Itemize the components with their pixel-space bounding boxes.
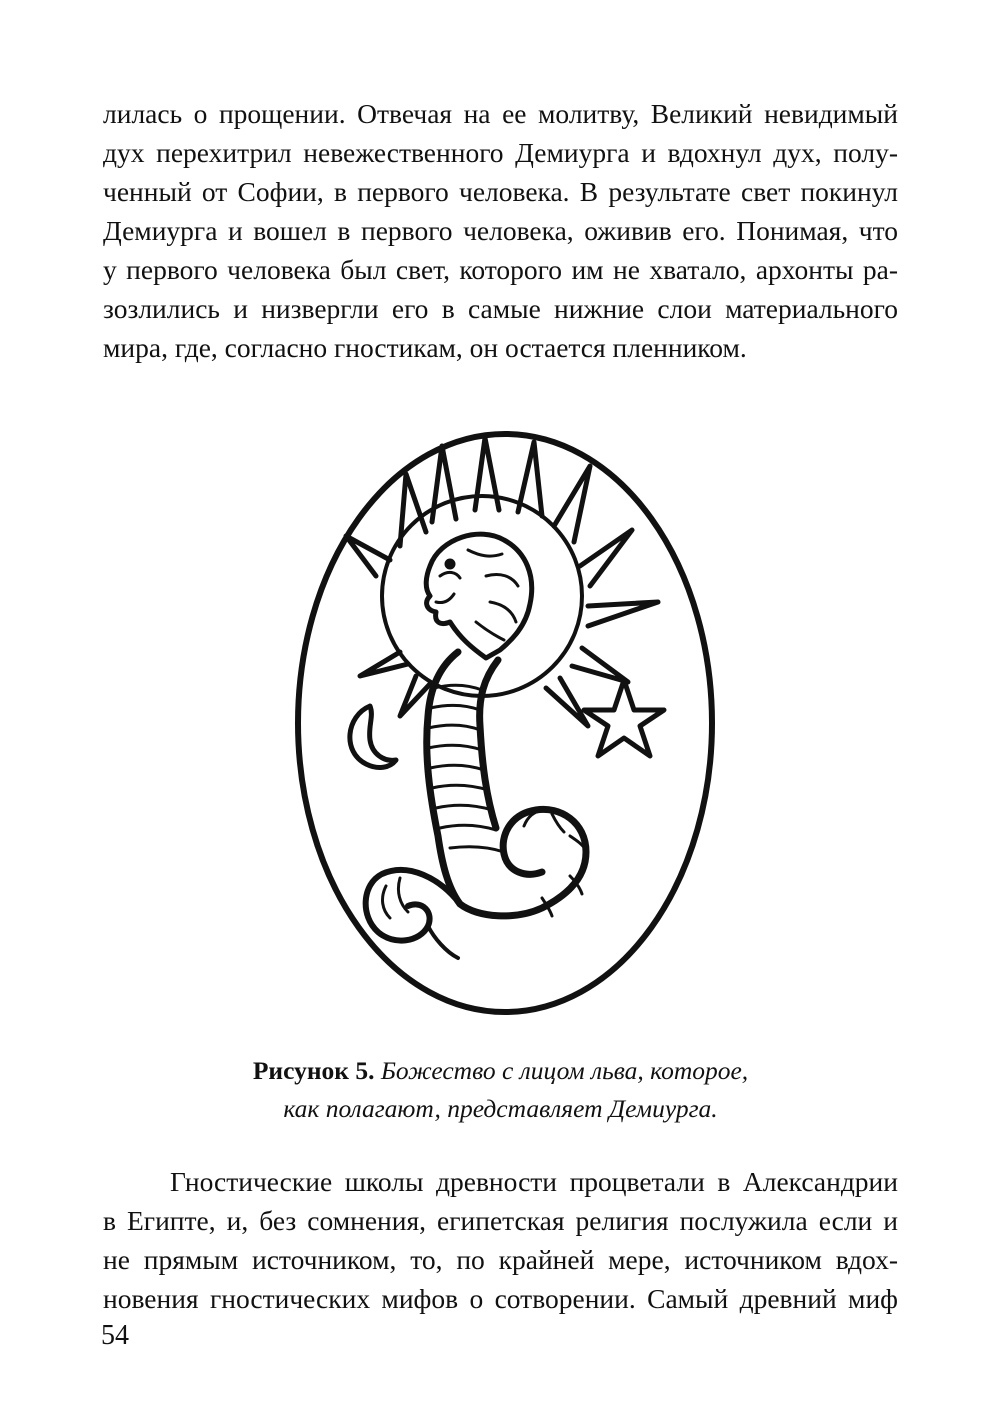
text-line: не прямым источником, то, по крайней мере, источником вдох- (103, 1244, 898, 1275)
figure-caption (103, 1052, 898, 1128)
paragraph-bottom (103, 1162, 898, 1318)
text-line: в Египте, и, без сомнения, египетская религия послужила если и (103, 1205, 898, 1236)
text-line: у первого человека был свет, которого им не хватало, архонты ра- (103, 254, 898, 285)
figure-illustration (290, 426, 720, 1021)
page-number: 54 (101, 1320, 129, 1351)
paragraph-top (103, 94, 898, 367)
caption-label: Рисунок 5. (252, 1056, 375, 1085)
text-line: новения гностических мифов о сотворении. Самый древний миф (103, 1283, 898, 1314)
text-line: ченный от Софии, в первого человека. В результате свет покинул (103, 176, 898, 207)
text-line: Демиурга и вошел в первого человека, оживив его. Понимая, что (103, 215, 898, 246)
text-line: Гностические школы древности процветали в Александрии (170, 1166, 898, 1197)
text-line: зозлились и низвергли его в самые нижние слои материального (103, 293, 898, 324)
text-line: лилась о прощении. Отвечая на ее молитву, Великий невидимый (103, 98, 898, 129)
caption-text: как полагают, представляет Демиурга. (283, 1094, 718, 1123)
caption-text: Божество с лицом льва, которое, (380, 1056, 749, 1085)
text-line: дух перехитрил невежественного Демиурга и вдохнул дух, полу- (103, 137, 898, 168)
text-line: мира, где, согласно гностикам, он остается пленником. (103, 332, 747, 363)
lion-headed-serpent-icon (290, 426, 720, 1021)
